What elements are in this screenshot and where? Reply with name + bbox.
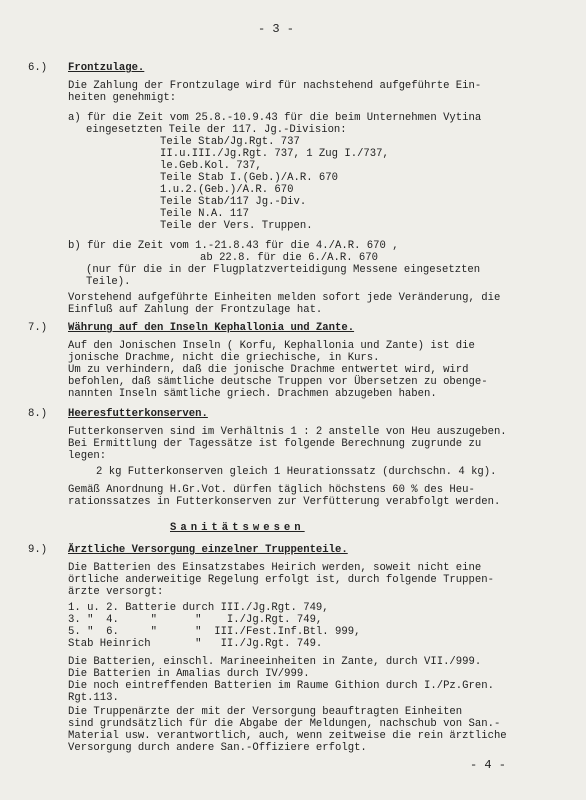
section-9-line-4: Die Batterien, einschl. Marineeinheiten in Zante, durch VII./999. [68,656,482,668]
section-8-line-3: legen: [68,450,107,462]
section-7-line-1: Auf den Jonischen Inseln ( Korfu, Kephallonia und Zante) ist die [68,340,475,352]
section-9-heading: Ärztliche Versorgung einzelner Truppenteile. [68,544,348,556]
section-9-assignment-3: 5. " 6. " " III./Fest.Inf.Btl. 999, [68,626,361,638]
section-6-closing-line-2: Einfluß auf Zahlung der Frontzulage hat. [68,304,323,316]
page-number-bottom: - 4 - [470,758,507,772]
section-7-line-3: Um zu verhindern, daß die jonische Drachme entwertet wird, wird [68,364,469,376]
section-9-line-5: Die Batterien in Amalias durch IV/999. [68,668,310,680]
section-8-line-1: Futterkonserven sind im Verhältnis 1 : 2 anstelle von Heu auszugeben. [68,426,507,438]
section-6-a-line-3: Teile Stab/Jg.Rgt. 737 [160,136,300,148]
section-6-number: 6.) [28,62,48,74]
section-9-line-6: Die noch eintreffenden Batterien im Raume Githion durch I./Pz.Gren. [68,680,494,692]
section-9-line-8: Die Truppenärzte der mit der Versorgung beauftragten Einheiten [68,706,463,718]
section-6-closing-line-1: Vorstehend aufgeführte Einheiten melden sofort jede Veränderung, die [68,292,501,304]
sanitaetswesen-heading: Sanitätswesen [170,522,305,534]
section-9-assignment-2: 3. " 4. " " I./Jg.Rgt. 749, [68,614,323,626]
section-9-line-11: Versorgung durch andere San.-Offiziere erfolgt. [68,742,367,754]
section-6-a-line-2: eingesetzten Teile der 117. Jg.-Division: [86,124,347,136]
section-8-number: 8.) [28,408,48,420]
section-7-line-5: nannten Inseln sämtliche griech. Drachmen abzugeben haben. [68,388,437,400]
section-6-a-line-10: Teile der Vers. Truppen. [160,220,313,232]
section-6-b-line-2: ab 22.8. für die 6./A.R. 670 [200,252,379,264]
section-9-line-7: Rgt.113. [68,692,119,704]
section-9-assignment-4: Stab Heinrich " II./Jg.Rgt. 749. [68,638,323,650]
section-6-a-line-1: a) für die Zeit vom 25.8.-10.9.43 für die beim Unternehmen Vytina [68,112,482,124]
section-6-intro-line-1: Die Zahlung der Frontzulage wird für nachstehend aufgeführte Ein- [68,80,482,92]
section-8-line-6: rationssatzes in Futterkonserven zur Verfütterung verabfolgt werden. [68,496,501,508]
section-6-a-line-7: 1.u.2.(Geb.)/A.R. 670 [160,184,294,196]
section-8-heading: Heeresfutterkonserven. [68,408,208,420]
section-6-intro-line-2: heiten genehmigt: [68,92,177,104]
section-6-a-line-6: Teile Stab I.(Geb.)/A.R. 670 [160,172,339,184]
section-7-heading: Währung auf den Inseln Kephallonia und Zante. [68,322,355,334]
page-number-top: - 3 - [258,22,295,36]
section-9-line-1: Die Batterien des Einsatzstabes Heirich werden, soweit nicht eine [68,562,482,574]
section-7-line-2: jonische Drachme, nicht die griechische, in Kurs. [68,352,380,364]
section-9-line-9: sind grundsätzlich für die Abgabe der Meldungen, nachschub von San.- [68,718,501,730]
section-8-line-4: 2 kg Futterkonserven gleich 1 Heurationssatz (durchschn. 4 kg). [96,466,497,478]
section-9-line-10: Material usw. verantwortlich, auch, wenn zeitweise die rein ärztliche [68,730,507,742]
section-9-assignment-1: 1. u. 2. Batterie durch III./Jg.Rgt. 749, [68,602,329,614]
section-6-a-line-4: II.u.III./Jg.Rgt. 737, 1 Zug I./737, [160,148,389,160]
section-6-a-line-5: le.Geb.Kol. 737, [160,160,262,172]
section-6-a-line-8: Teile Stab/117 Jg.-Div. [160,196,307,208]
section-8-line-2: Bei Ermittlung der Tagessätze ist folgende Berechnung zugrunde zu [68,438,482,450]
section-6-b-line-1: b) für die Zeit vom 1.-21.8.43 für die 4./A.R. 670 , [68,240,399,252]
section-9-number: 9.) [28,544,48,556]
section-6-heading: Frontzulage. [68,62,145,74]
section-9-line-3: ärzte versorgt: [68,586,164,598]
section-7-line-4: befohlen, daß sämtliche deutsche Truppen vor Übersetzen zu obenge- [68,376,488,388]
section-6-b-line-3: (nur für die in der Flugplatzverteidigung Messene eingesetzten [86,264,481,276]
section-6-a-line-9: Teile N.A. 117 [160,208,250,220]
section-8-line-5: Gemäß Anordnung H.Gr.Vot. dürfen täglich höchstens 60 % des Heu- [68,484,475,496]
section-9-line-2: örtliche anderweitige Regelung erfolgt ist, durch folgende Truppen- [68,574,494,586]
section-7-number: 7.) [28,322,48,334]
section-6-b-line-4: Teile). [86,276,131,288]
